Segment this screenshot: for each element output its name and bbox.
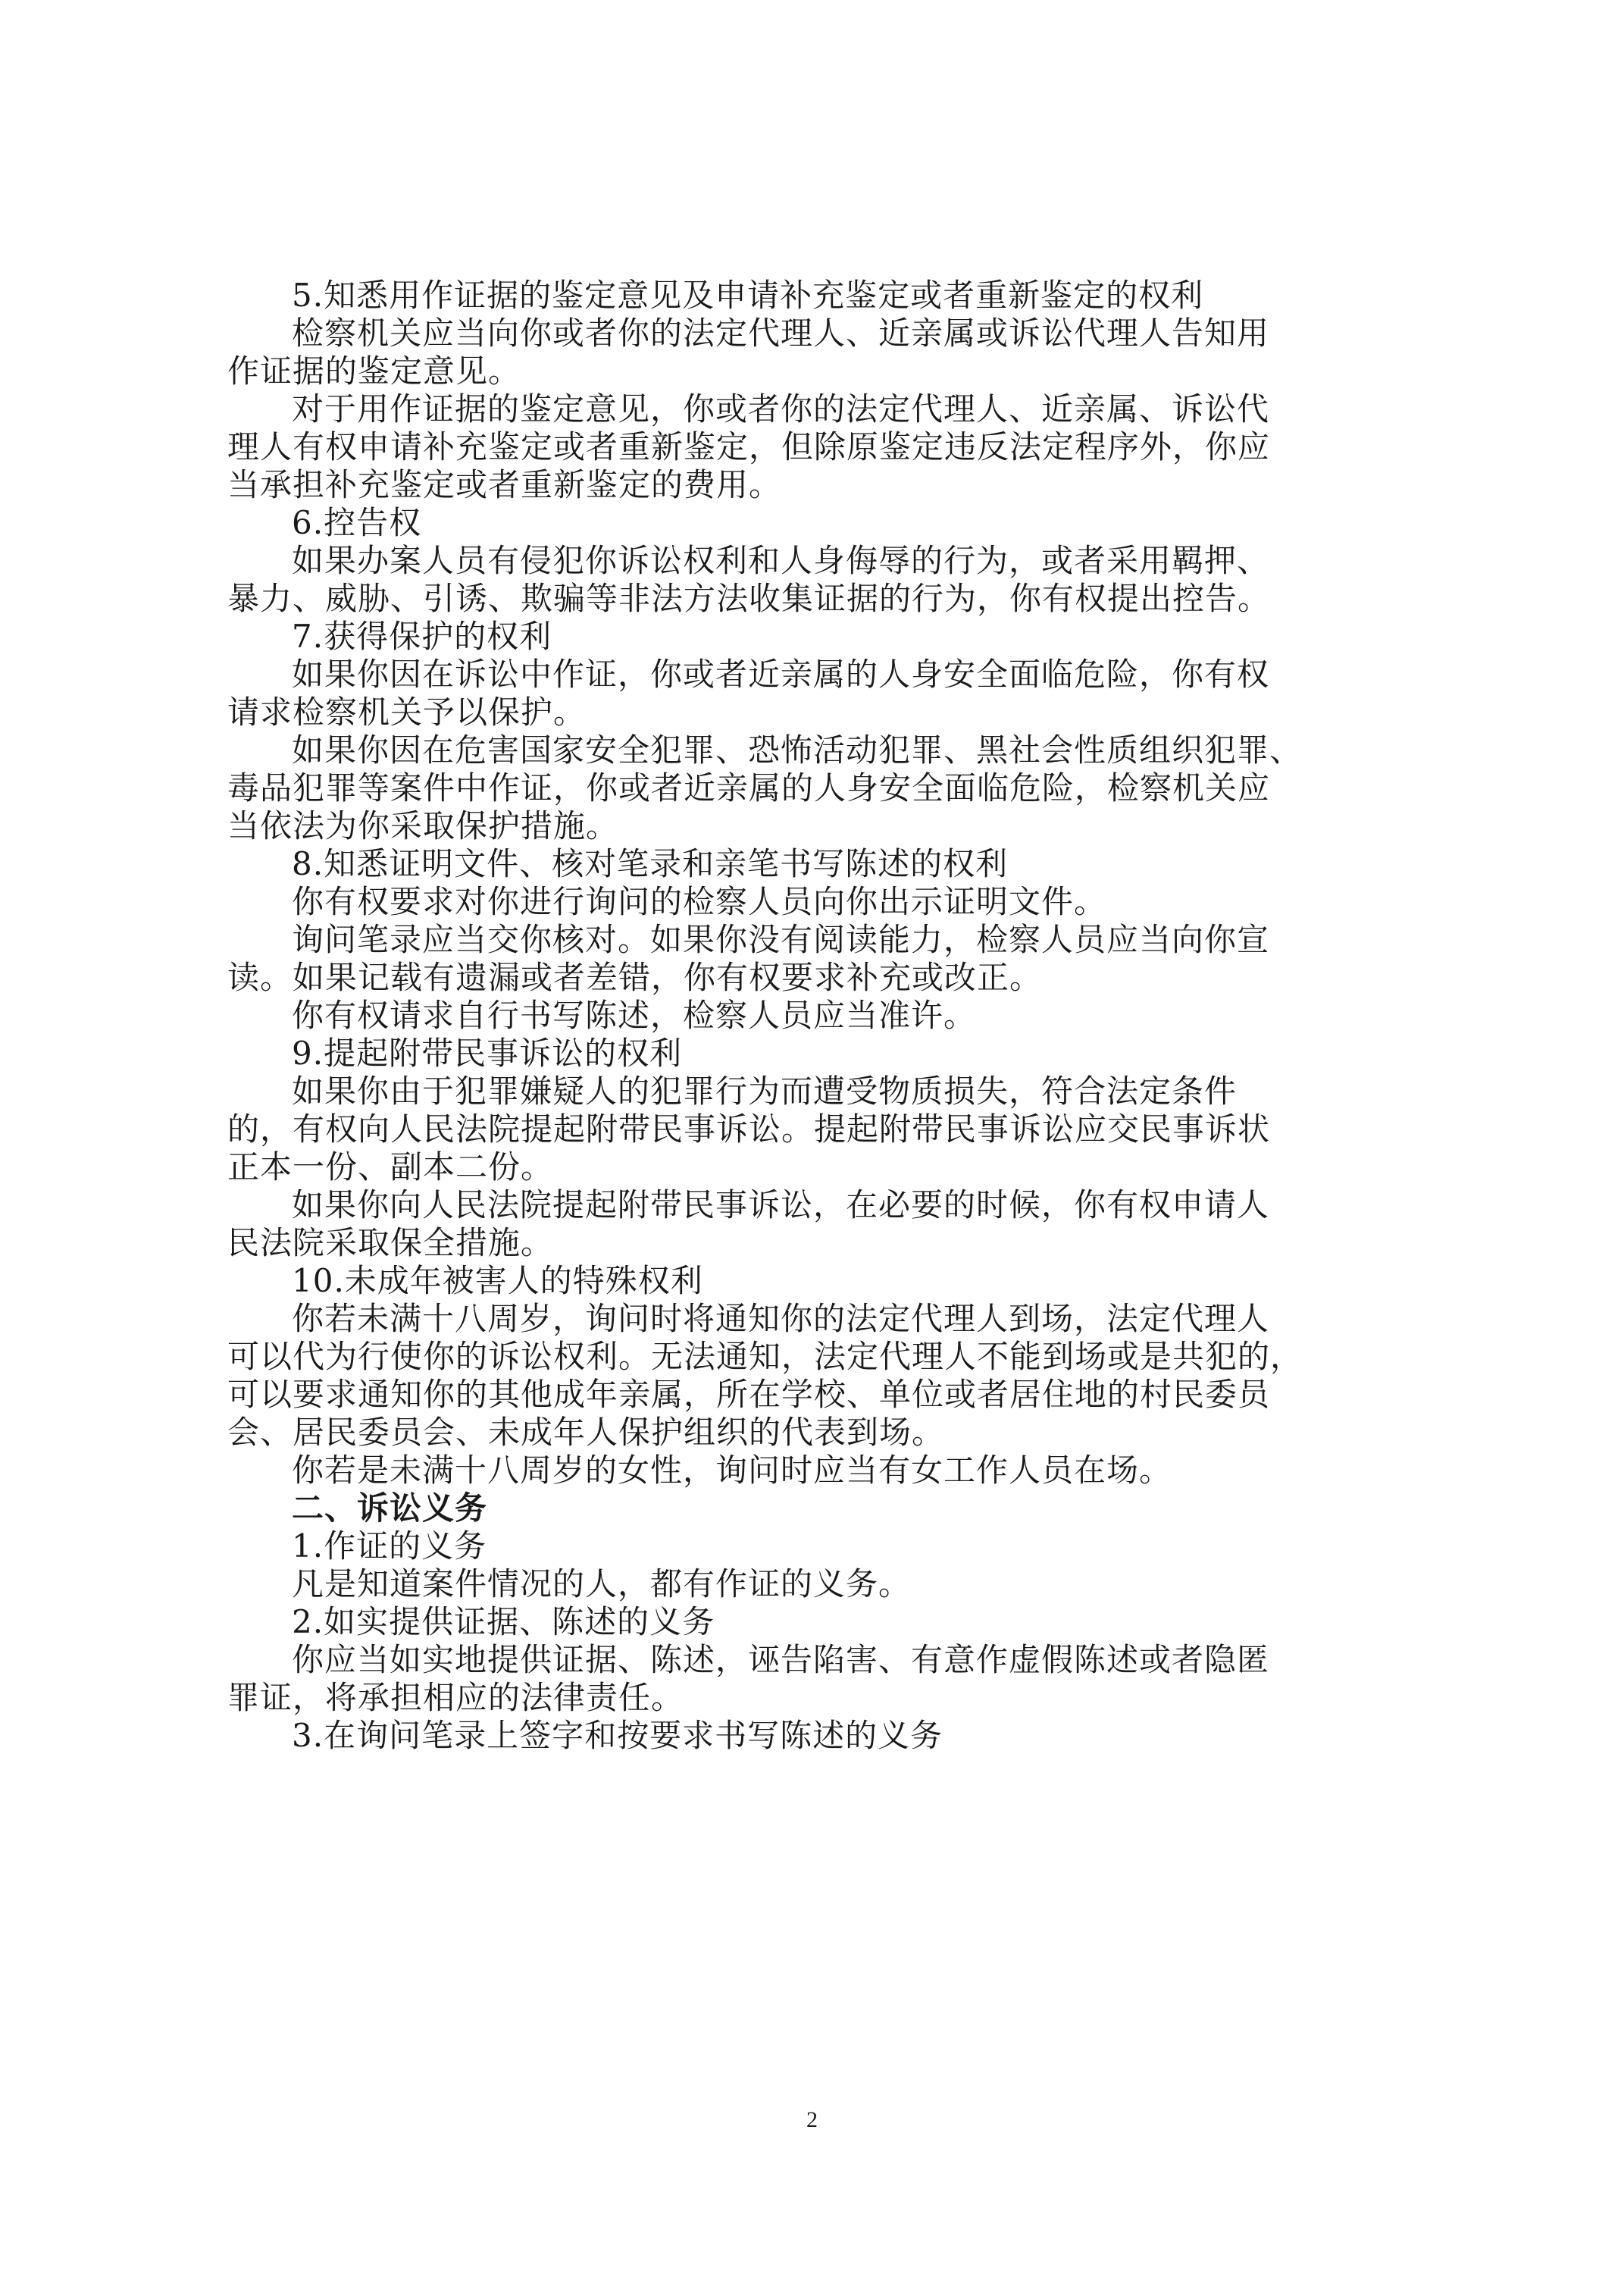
text-line: 可以要求通知你的其他成年亲属，所在学校、单位或者居住地的村民委员 (227, 1376, 1271, 1413)
heading-6-complaint-right: 6.控告权 (292, 504, 422, 541)
text-line: 毒品犯罪等案件中作证，你或者近亲属的人身安全面临危险，检察机关应 (227, 769, 1271, 807)
text-line: 询问笔录应当交你核对。如果你没有阅读能力，检察人员应当向你宣 (292, 921, 1270, 958)
heading-1-testify-duty: 1.作证的义务 (292, 1527, 487, 1565)
heading-3-signing-duty: 3.在询问笔录上签字和按要求书写陈述的义务 (292, 1717, 943, 1754)
text-line: 可以代为行使你的诉讼权利。无法通知，法定代理人不能到场或是共犯的， (227, 1338, 1303, 1375)
text-line: 你若是未满十八周岁的女性，询问时应当有女工作人员在场。 (292, 1452, 1172, 1489)
text-line: 凡是知道案件情况的人，都有作证的义务。 (292, 1565, 912, 1602)
text-line: 暴力、威胁、引诱、欺骗等非法方法收集证据的行为，你有权提出控告。 (227, 580, 1271, 617)
heading-8-documents-right: 8.知悉证明文件、核对笔录和亲笔书写陈述的权利 (292, 845, 1009, 882)
text-line: 会、居民委员会、未成年人保护组织的代表到场。 (227, 1414, 945, 1451)
heading-7-protection-right: 7.获得保护的权利 (292, 618, 552, 655)
text-line: 对于用作证据的鉴定意见，你或者你的法定代理人、近亲属、诉讼代 (292, 390, 1270, 428)
text-line: 你有权要求对你进行询问的检察人员向你出示证明文件。 (292, 883, 1107, 920)
text-line: 的，有权向人民法院提起附带民事诉讼。提起附带民事诉讼应交民事诉状 (227, 1110, 1271, 1148)
text-line: 你有权请求自行书写陈述，检察人员应当准许。 (292, 997, 977, 1034)
text-line: 正本一份、副本二份。 (227, 1148, 554, 1186)
text-line: 如果你向人民法院提起附带民事诉讼，在必要的时候，你有权申请人 (292, 1186, 1270, 1223)
text-line: 你若未满十八周岁，询问时将通知你的法定代理人到场，法定代理人 (292, 1300, 1270, 1337)
text-line: 你应当如实地提供证据、陈述，诬告陷害、有意作虚假陈述或者隐匿 (292, 1641, 1270, 1678)
text-line: 检察机关应当向你或者你的法定代理人、近亲属或诉讼代理人告知用 (292, 315, 1270, 352)
text-line: 理人有权申请补充鉴定或者重新鉴定，但除原鉴定违反法定程序外，你应 (227, 428, 1271, 465)
text-line: 如果你因在诉讼中作证，你或者近亲属的人身安全面临危险，你有权 (292, 656, 1270, 693)
text-line: 请求检察机关予以保护。 (227, 694, 587, 731)
document-body (227, 277, 1444, 1755)
text-line: 如果你由于犯罪嫌疑人的犯罪行为而遭受物质损失，符合法定条件 (292, 1073, 1238, 1110)
text-line: 如果办案人员有侵犯你诉讼权利和人身侮辱的行为，或者采用羁押、 (292, 542, 1270, 579)
text-line: 当依法为你采取保护措施。 (227, 807, 619, 844)
heading-2-truthful-duty: 2.如实提供证据、陈述的义务 (292, 1603, 715, 1640)
heading-5-appraisal-rights: 5.知悉用作证据的鉴定意见及申请补充鉴定或者重新鉴定的权利 (292, 277, 1204, 314)
text-line: 当承担补充鉴定或者重新鉴定的费用。 (227, 466, 782, 503)
heading-9-civil-action-right: 9.提起附带民事诉讼的权利 (292, 1035, 683, 1072)
section-heading-litigation-obligations: 二、诉讼义务 (292, 1489, 488, 1527)
heading-10-minor-victim-rights: 10.未成年被害人的特殊权利 (292, 1262, 703, 1299)
text-line: 读。如果记载有遗漏或者差错，你有权要求补充或改正。 (227, 959, 1043, 996)
page-number: 2 (806, 2107, 818, 2132)
text-line: 作证据的鉴定意见。 (227, 352, 521, 390)
text-line: 民法院采取保全措施。 (227, 1224, 554, 1261)
text-line: 罪证，将承担相应的法律责任。 (227, 1679, 684, 1716)
text-line: 如果你因在危害国家安全犯罪、恐怖活动犯罪、黑社会性质组织犯罪、 (292, 731, 1303, 769)
